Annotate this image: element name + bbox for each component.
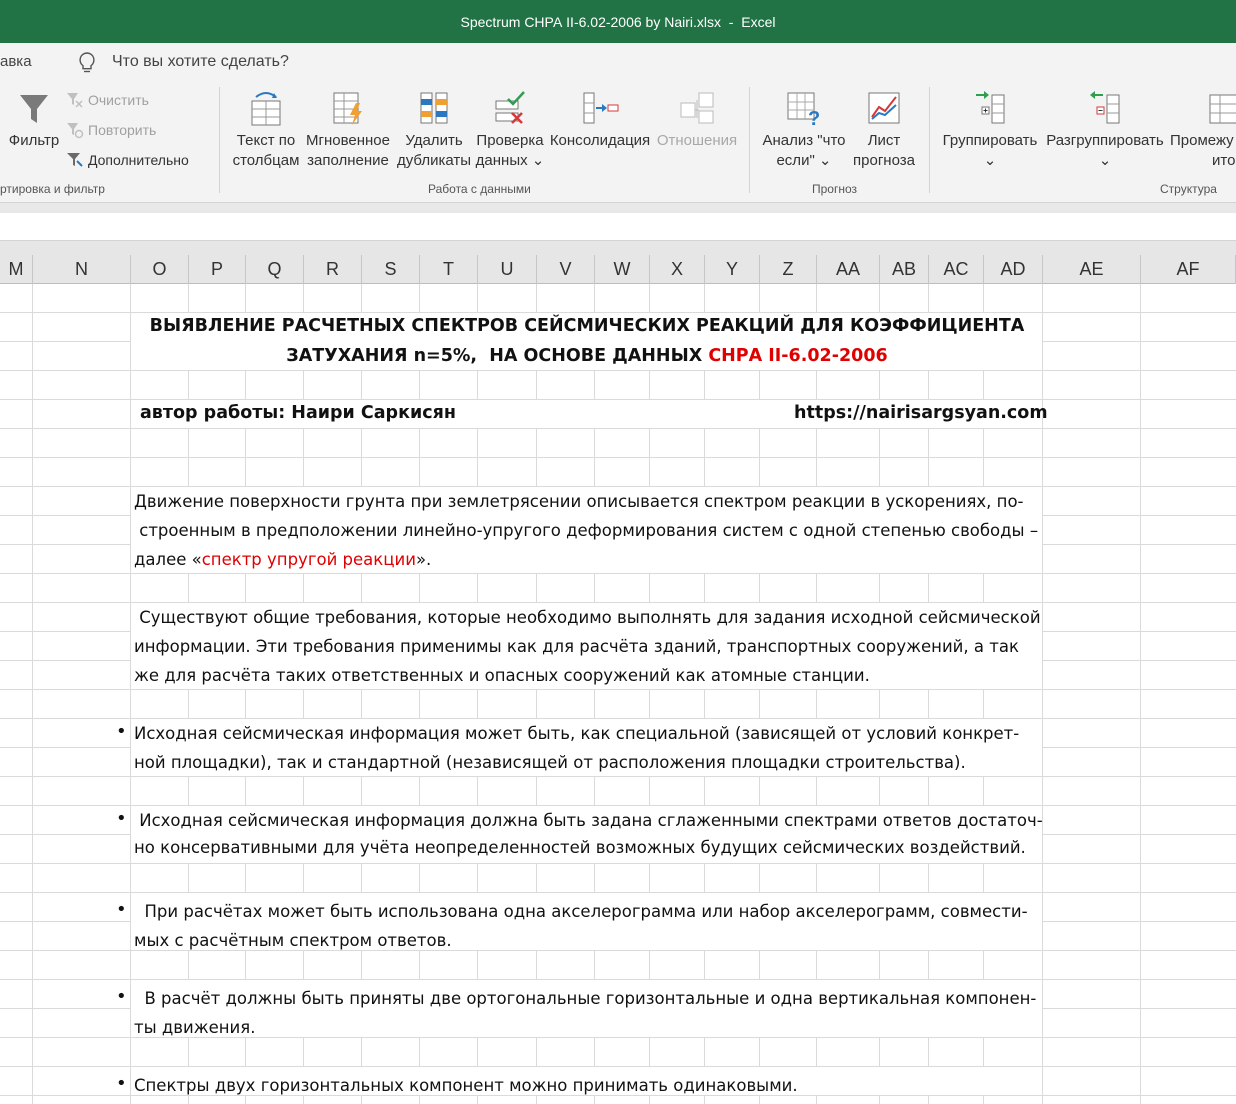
data-validation-icon (492, 89, 528, 127)
column-header-n[interactable]: N (33, 255, 131, 284)
column-header-u[interactable]: U (478, 255, 537, 284)
consolidate-icon (580, 89, 620, 127)
sort-filter-group-label: ртировка и фильтр (0, 182, 105, 196)
ungroup-dropdown-chevron: ⌄ (1098, 152, 1112, 169)
ribbon (0, 81, 1236, 203)
flash-fill-label-2: заполнение (307, 152, 389, 169)
flash-fill-label-1: Мгновенное (306, 132, 390, 149)
bullet-3-line-1: При расчётах может быть использована одна акселерограмма или набор акселерограмм, совмести- (134, 902, 1028, 921)
column-header-af[interactable]: AF (1141, 255, 1236, 284)
relationships-icon (677, 89, 717, 127)
what-if-icon (784, 89, 824, 127)
forecast-group-label: Прогноз (812, 182, 858, 196)
ungroup-button[interactable] (1044, 89, 1166, 171)
tell-me-input[interactable]: Что вы хотите сделать? (112, 53, 289, 70)
column-header-o[interactable]: O (131, 255, 189, 284)
reapply-label: Повторить (88, 122, 157, 138)
column-header-w[interactable]: W (595, 255, 650, 284)
paragraph-1-line-3 (134, 550, 431, 569)
forecast-sheet-button[interactable] (848, 89, 920, 171)
data-validation-label-2: данных ⌄ (475, 152, 545, 169)
sheet-title-line-2 (131, 346, 1043, 366)
tab-review-fragment[interactable]: авка (0, 53, 32, 70)
group-label: Группировать (942, 132, 1038, 149)
consolidate-button[interactable] (548, 89, 652, 151)
paragraph-1-line-1: Движение поверхности грунта при землетрясении описывается спектром реакции в ускорениях, по- (134, 492, 1024, 511)
column-header-r[interactable]: R (304, 255, 362, 284)
worksheet-grid[interactable] (0, 284, 1236, 1104)
forecast-sheet-icon (866, 89, 902, 127)
column-header-s[interactable]: S (362, 255, 420, 284)
relationships-label: Отношения (656, 132, 738, 149)
title-norm-code: СНРА II-6.02-2006 (708, 346, 888, 366)
consolidate-label: Консолидация (549, 132, 651, 149)
ungroup-icon (1087, 89, 1123, 127)
subtotal-icon (1206, 89, 1236, 127)
column-header-aa[interactable]: AA (817, 255, 880, 284)
tell-me-bar (0, 43, 1236, 81)
gridline (32, 284, 33, 1104)
paragraph-2-line-1: Существуют общие требования, которые необходимо выполнять для задания исходной сейсмической (134, 608, 1041, 627)
bullet-3-line-2: мых с расчётным спектром ответов. (134, 931, 452, 950)
paragraph-2-line-3: же для расчёта таких ответственных и опасных сооружений как атомные станции. (134, 666, 870, 685)
remove-duplicates-label-1: Удалить (405, 132, 463, 149)
column-header-ab[interactable]: AB (880, 255, 929, 284)
website-link[interactable]: https://nairisargsyan.com (794, 403, 1048, 423)
forecast-sheet-label-1: Лист (867, 132, 901, 149)
column-header-t[interactable]: T (420, 255, 478, 284)
column-header-y[interactable]: Y (705, 255, 760, 284)
column-header-p[interactable]: P (189, 255, 246, 284)
bullet-marker: • (116, 1073, 127, 1094)
column-header-z[interactable]: Z (760, 255, 817, 284)
column-header-ae[interactable]: AE (1043, 255, 1141, 284)
text-to-columns-label-1: Текст по (236, 132, 296, 149)
flash-fill-icon (330, 89, 366, 127)
forecast-sheet-label-2: прогноза (853, 152, 915, 169)
author-label: автор работы: Наири Саркисян (140, 403, 456, 423)
group-separator (219, 87, 220, 193)
bullet-marker: • (116, 808, 127, 829)
elastic-spectrum-term: спектр упругой реакции (201, 550, 416, 569)
svg-text:?: ? (808, 108, 821, 127)
outline-group-label: Структура (1160, 182, 1217, 196)
group-icon (972, 89, 1008, 127)
remove-duplicates-button[interactable] (394, 89, 474, 171)
bullet-marker: • (116, 899, 127, 920)
bullet-4-line-1: В расчёт должны быть приняты две ортогональные горизонтальные и одна вертикальная компонен- (134, 989, 1037, 1008)
advanced-filter-icon (66, 151, 84, 169)
column-header-ad[interactable]: AD (984, 255, 1043, 284)
filter-label: Фильтр (8, 132, 60, 149)
title-bar (0, 0, 1236, 43)
group-button[interactable] (938, 89, 1042, 171)
p1-suffix: ». (415, 550, 432, 569)
filter-button[interactable] (6, 91, 62, 151)
group-separator (929, 87, 930, 193)
window-title: Spectrum СНРА II-6.02-2006 by Nairi.xlsx - Excel (460, 13, 776, 30)
formula-bar-gap (0, 241, 1236, 255)
what-if-analysis-button[interactable] (758, 89, 850, 171)
p1-prefix: далее « (134, 550, 202, 569)
subtotal-label-1: Промежу (1170, 132, 1234, 149)
paragraph-1-line-2: строенным в предположении линейно-упругого деформирования систем с одной степенью свободы – (134, 521, 1039, 540)
column-header-x[interactable]: X (650, 255, 705, 284)
reapply-icon (66, 121, 84, 139)
paragraph-2-line-2: информации. Эти требования применимы как для расчёта зданий, транспортных сооружений, а так (134, 637, 1019, 656)
relationships-button[interactable] (654, 89, 740, 151)
text-to-columns-label-2: столбцам (232, 152, 300, 169)
what-if-label-2: если" ⌄ (776, 152, 832, 169)
column-header-q[interactable]: Q (246, 255, 304, 284)
column-header-ac[interactable]: AC (929, 255, 984, 284)
data-tools-group-label: Работа с данными (428, 182, 531, 196)
column-header-row (0, 255, 1236, 284)
column-header-v[interactable]: V (537, 255, 595, 284)
lightbulb-icon (76, 51, 98, 75)
bullet-5-line-1: Спектры двух горизонтальных компонент можно принимать одинаковыми. (134, 1076, 798, 1095)
advanced-label: Дополнительно (88, 152, 189, 168)
funnel-icon (18, 91, 50, 127)
group-dropdown-chevron: ⌄ (983, 152, 997, 169)
data-validation-label-1: Проверка (476, 132, 544, 149)
group-separator (749, 87, 750, 193)
text-to-columns-icon (248, 89, 284, 127)
subtotal-button[interactable] (1166, 89, 1236, 171)
clear-filter-button[interactable] (66, 91, 149, 109)
subtotal-label-2: ито (1212, 152, 1236, 169)
what-if-label-1: Анализ "что (762, 132, 846, 149)
bullet-marker: • (116, 721, 127, 742)
clear-label: Очистить (88, 92, 149, 108)
remove-duplicates-label-2: дубликаты (396, 152, 472, 169)
bullet-2-line-1: Исходная сейсмическая информация должна быть задана сглаженными спектрами ответов достаточ- (134, 811, 1043, 830)
column-header-m[interactable]: M (0, 255, 33, 284)
remove-duplicates-icon (416, 89, 452, 127)
flash-fill-button[interactable] (302, 89, 394, 171)
sheet-title-line-1: ВЫЯВЛЕНИЕ РАСЧЕТНЫХ СПЕКТРОВ СЕЙСМИЧЕСКИХ РЕАКЦИЙ ДЛЯ КОЭФФИЦИЕНТА (149, 316, 1025, 336)
formula-bar[interactable] (0, 213, 1236, 241)
title-prefix: ЗАТУХАНИЯ n=5%, НА ОСНОВЕ ДАННЫХ (286, 346, 709, 366)
bullet-4-line-2: ты движения. (134, 1018, 256, 1037)
gridline (1140, 284, 1141, 1104)
ungroup-label: Разгруппировать (1046, 132, 1164, 149)
bullet-1-line-2: ной площадки), так и стандартной (независящей от расположения площадки строительства). (134, 753, 966, 772)
bullet-1-line-1: Исходная сейсмическая информация может быть, как специальной (зависящей от условий конкрет- (134, 724, 1020, 743)
data-validation-button[interactable] (472, 89, 548, 171)
bullet-2-line-2: но консервативными для учёта неопределенностей возможных будущих сейсмических воздействий. (134, 838, 1026, 857)
advanced-filter-button[interactable] (66, 151, 189, 169)
reapply-button[interactable] (66, 121, 156, 139)
clear-filter-icon (66, 91, 84, 109)
text-to-columns-button[interactable] (228, 89, 304, 171)
bullet-marker: • (116, 986, 127, 1007)
ribbon-gap (0, 203, 1236, 213)
